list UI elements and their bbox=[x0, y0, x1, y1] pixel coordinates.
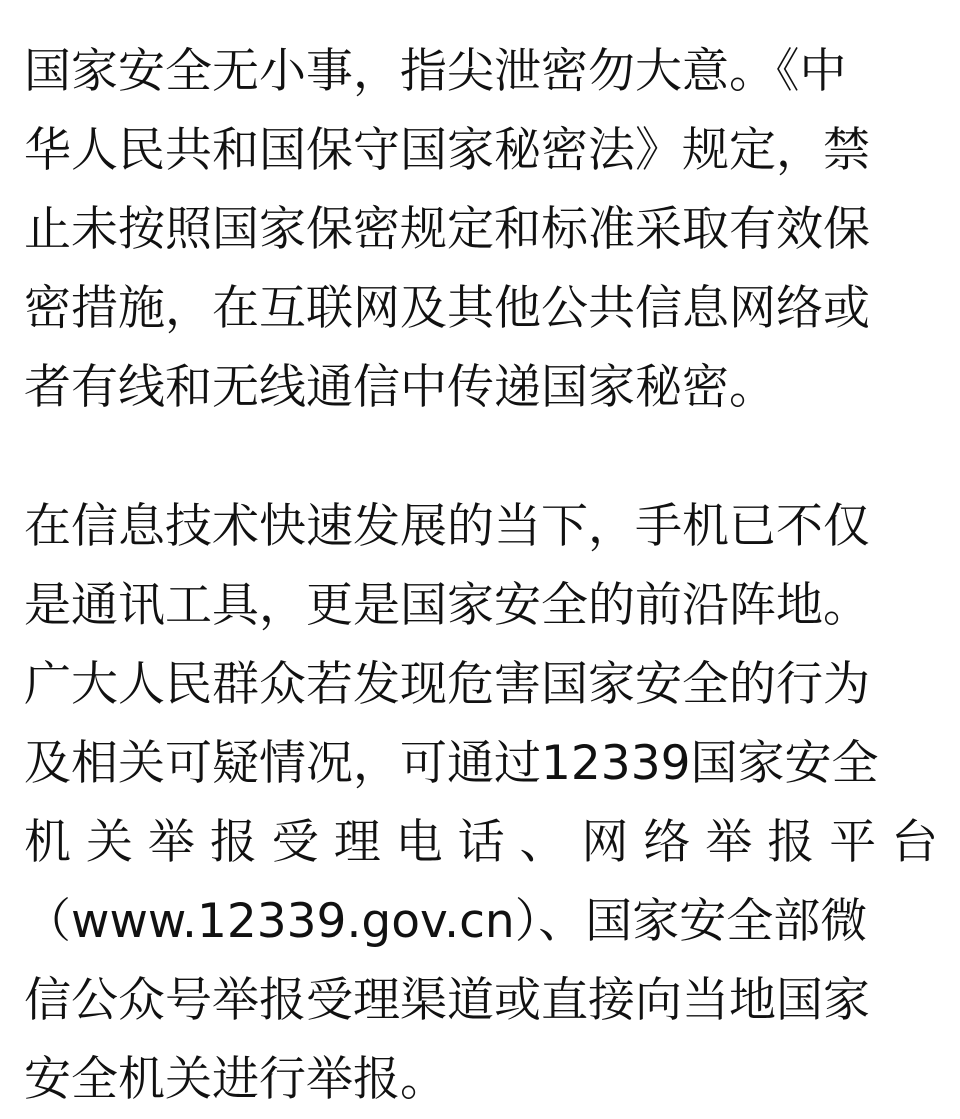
text-line: 及相关可疑情况，可通过12339国家安全 bbox=[24, 736, 879, 791]
text-line: 密措施，在互联网及其他公共信息网络或 bbox=[24, 281, 870, 336]
text-line: 华人民共和国保守国家秘密法》规定，禁 bbox=[24, 123, 870, 178]
text-line: 机 关 举 报 受 理 电 话 、 网 络 举 报 平 台 bbox=[24, 815, 939, 870]
text-line: 止未按照国家保密规定和标准采取有效保 bbox=[24, 202, 870, 257]
text-line: 信公众号举报受理渠道或直接向当地国家 bbox=[24, 973, 870, 1028]
paragraph-confidentiality-law bbox=[24, 32, 936, 427]
text-line: 者有线和无线通信中传递国家秘密。 bbox=[24, 360, 776, 415]
text-line: 广大人民群众若发现危害国家安全的行为 bbox=[24, 657, 870, 712]
text-line: 在信息技术快速发展的当下，手机已不仅 bbox=[24, 499, 870, 554]
article-body bbox=[24, 32, 939, 1119]
text-line: 国家安全无小事，指尖泄密勿大意。《中 bbox=[24, 44, 847, 99]
text-line: （www.12339.gov.cn）、国家安全部微 bbox=[24, 894, 868, 949]
text-line: 是通讯工具，更是国家安全的前沿阵地。 bbox=[24, 578, 870, 633]
paragraph-spacer bbox=[24, 427, 936, 487]
text-line: 安全机关进行举报。 bbox=[24, 1052, 447, 1107]
paragraph-reporting-channels bbox=[24, 487, 939, 1119]
